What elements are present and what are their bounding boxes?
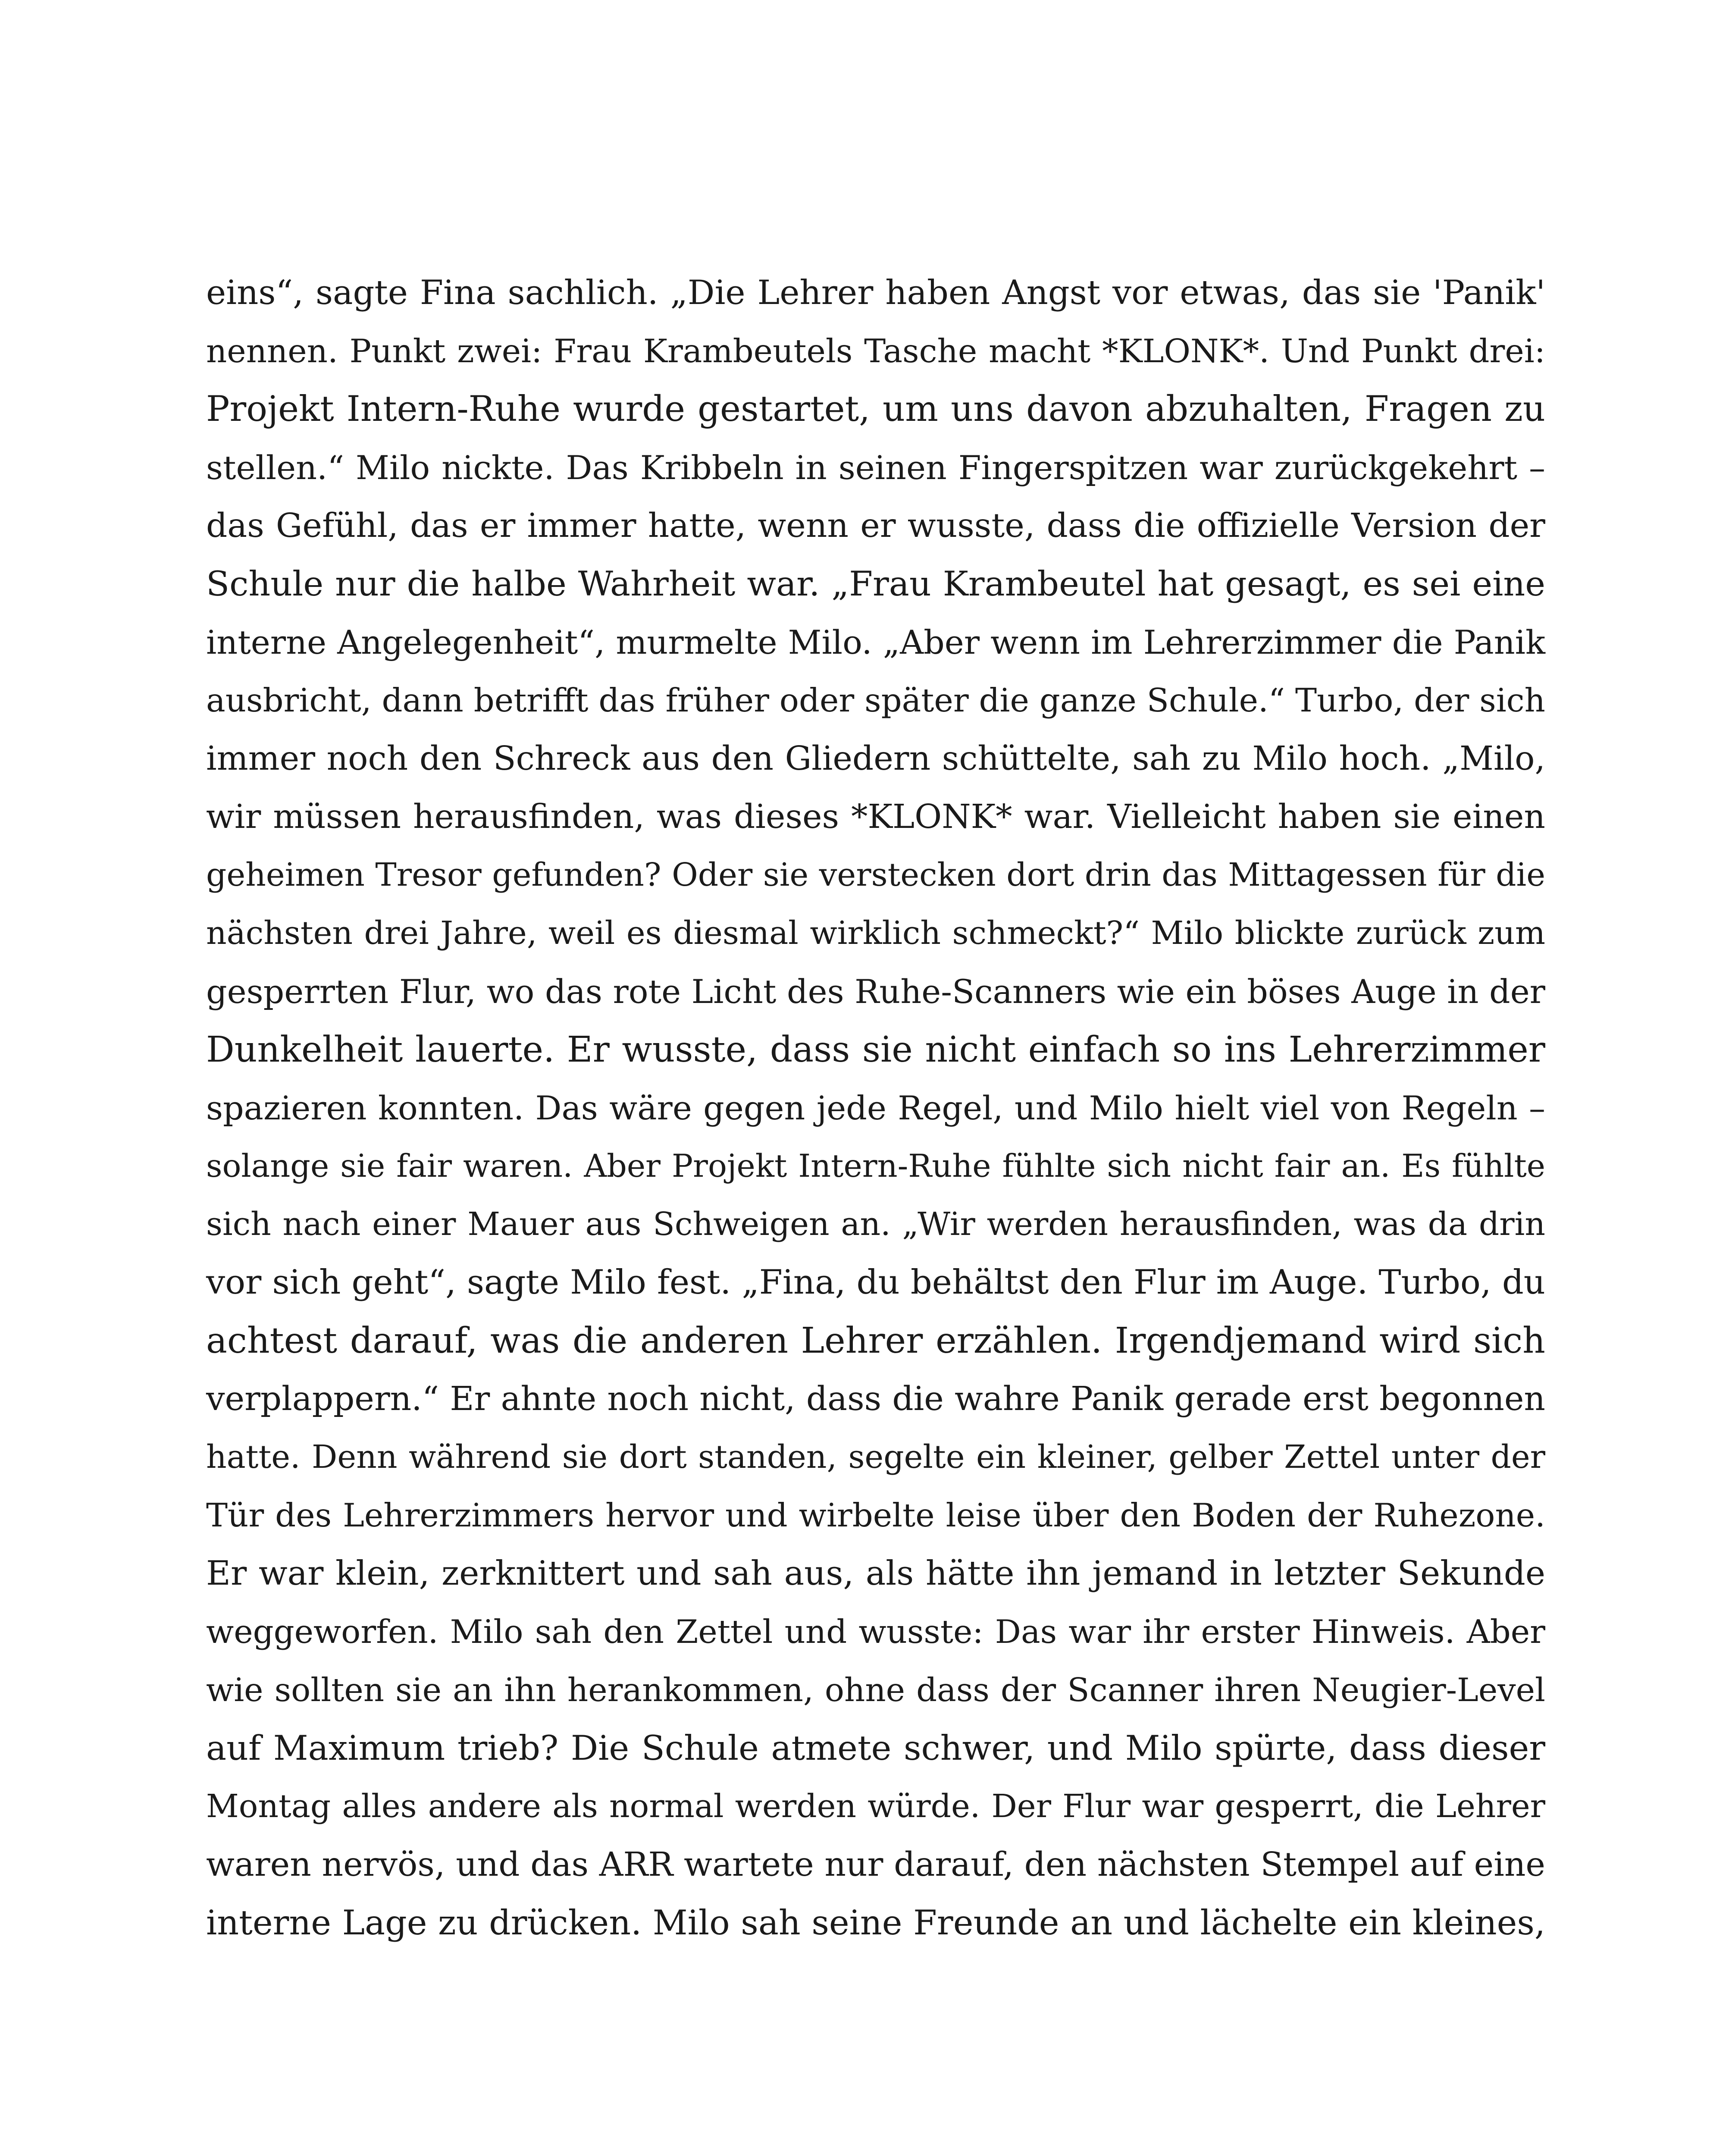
text-line: waren nervös, und das ARR wartete nur darauf, den nächsten Stempel auf eine <box>206 1846 1545 1884</box>
text-line: Dunkelheit lauerte. Er wusste, dass sie nicht einfach so ins Lehrerzimmer <box>206 1029 1545 1070</box>
text-line: das Gefühl, das er immer hatte, wenn er wusste, dass die offizielle Version der <box>206 507 1545 545</box>
text-line: immer noch den Schreck aus den Gliedern schüttelte, sah zu Milo hoch. „Milo, <box>206 740 1545 778</box>
text-line: nächsten drei Jahre, weil es diesmal wirklich schmeckt?“ Milo blickte zurück zum <box>206 915 1545 952</box>
text-line: weggeworfen. Milo sah den Zettel und wusste: Das war ihr erster Hinweis. Aber <box>206 1613 1545 1651</box>
text-line: interne Angelegenheit“, murmelte Milo. „Aber wenn im Lehrerzimmer die Panik <box>206 623 1545 661</box>
text-line: eins“, sagte Fina sachlich. „Die Lehrer haben Angst vor etwas, das sie 'Panik' <box>206 273 1545 312</box>
text-line: wir müssen herausfinden, was dieses *KLONK* war. Vielleicht haben sie einen <box>206 798 1545 836</box>
text-line: Schule nur die halbe Wahrheit war. „Frau Krambeutel hat gesagt, es sei eine <box>206 564 1545 604</box>
text-line: vor sich geht“, sagte Milo fest. „Fina, du behältst den Flur im Auge. Turbo, du <box>206 1263 1545 1302</box>
text-line: Montag alles andere als normal werden würde. Der Flur war gesperrt, die Lehrer <box>206 1788 1545 1825</box>
text-line: solange sie fair waren. Aber Projekt Intern-Ruhe fühlte sich nicht fair an. Es fühlte <box>206 1148 1545 1185</box>
text-line: nennen. Punkt zwei: Frau Krambeutels Tasche macht *KLONK*. Und Punkt drei: <box>206 332 1545 370</box>
text-line: auf Maximum trieb? Die Schule atmete schwer, und Milo spürte, dass dieser <box>206 1728 1545 1768</box>
text-line: sich nach einer Mauer aus Schweigen an. „Wir werden herausfinden, was da drin <box>206 1206 1545 1243</box>
text-line: hatte. Denn während sie dort standen, segelte ein kleiner, gelber Zettel unter der <box>206 1438 1545 1476</box>
text-line: stellen.“ Milo nickte. Das Kribbeln in seinen Fingerspitzen war zurückgekehrt – <box>206 448 1545 487</box>
body-text <box>206 264 1545 1952</box>
text-line: Tür des Lehrerzimmers hervor und wirbelte leise über den Boden der Ruhezone. <box>206 1496 1545 1534</box>
text-line: Er war klein, zerknittert und sah aus, als hätte ihn jemand in letzter Sekunde <box>206 1554 1545 1593</box>
text-line: verplappern.“ Er ahnte noch nicht, dass die wahre Panik gerade erst begonnen <box>206 1380 1545 1418</box>
text-line: geheimen Tresor gefunden? Oder sie verstecken dort drin das Mittagessen für die <box>206 856 1545 893</box>
text-line: ausbricht, dann betrifft das früher oder später die ganze Schule.“ Turbo, der sich <box>206 681 1545 719</box>
text-line: achtest darauf, was die anderen Lehrer erzählen. Irgendjemand wird sich <box>206 1320 1545 1361</box>
text-line: spazieren konnten. Das wäre gegen jede Regel, und Milo hielt viel von Regeln – <box>206 1089 1545 1127</box>
text-line: interne Lage zu drücken. Milo sah seine Freunde an und lächelte ein kleines, <box>206 1903 1545 1943</box>
text-line: Projekt Intern-Ruhe wurde gestartet, um uns davon abzuhalten, Fragen zu <box>206 389 1545 429</box>
text-line: gesperrten Flur, wo das rote Licht des Ruhe-Scanners wie ein böses Auge in der <box>206 972 1545 1011</box>
text-line: wie sollten sie an ihn herankommen, ohne dass der Scanner ihren Neugier-Level <box>206 1671 1545 1709</box>
